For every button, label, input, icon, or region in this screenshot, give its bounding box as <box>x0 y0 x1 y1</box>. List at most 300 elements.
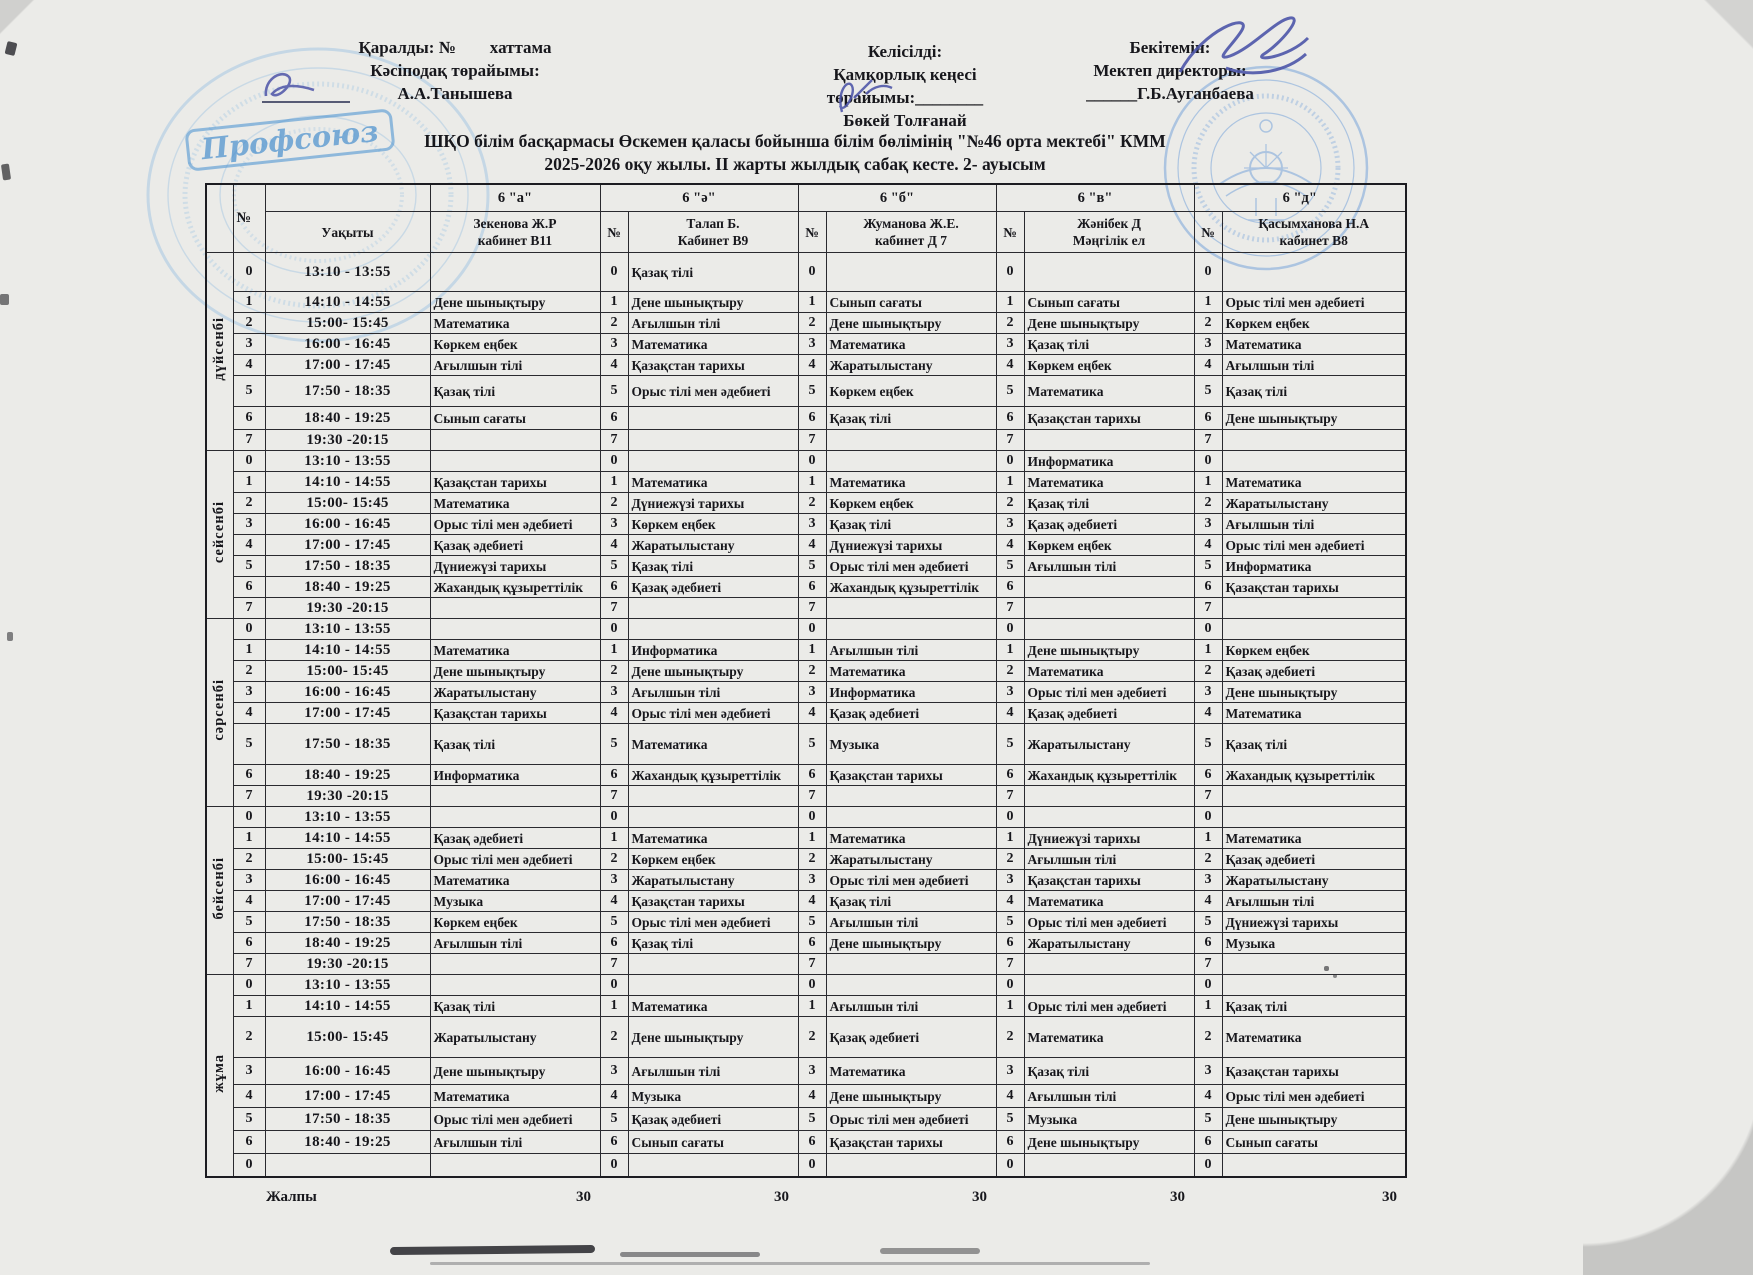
period-number: 6 <box>600 933 628 954</box>
time-cell: 16:00 - 16:45 <box>265 334 430 355</box>
subject-cell: Математика <box>1222 472 1406 493</box>
subject-cell: Қазақстан тарихы <box>628 355 798 376</box>
timetable-row <box>206 765 1406 786</box>
time-cell: 17:00 - 17:45 <box>265 355 430 376</box>
subject-cell: Жаратылыстану <box>826 849 996 870</box>
period-number: 4 <box>1194 891 1222 912</box>
subject-cell: Көркем еңбек <box>1024 355 1194 376</box>
period-number: 7 <box>233 598 265 619</box>
timetable-row <box>206 430 1406 451</box>
period-number: 5 <box>1194 1108 1222 1131</box>
period-number: 3 <box>996 682 1024 703</box>
period-number: 4 <box>798 535 826 556</box>
subject-cell: Математика <box>1024 661 1194 682</box>
subject-cell: Ағылшын тілі <box>1222 891 1406 912</box>
period-number: 3 <box>233 1058 265 1085</box>
subject-cell: Орыс тілі мен әдебиеті <box>1222 535 1406 556</box>
approved-name: ______Г.Б.Ауганбаева <box>1086 84 1254 103</box>
subject-cell: Жаратылыстану <box>1024 933 1194 954</box>
subject-cell: Дене шынықтыру <box>430 292 600 313</box>
day-label: сейсенбі <box>206 451 233 619</box>
subject-cell: Қазақстан тарихы <box>826 765 996 786</box>
period-number: 2 <box>233 661 265 682</box>
time-cell: 14:10 - 14:55 <box>265 828 430 849</box>
subject-cell <box>430 430 600 451</box>
title-line2: 2025-2026 оқу жылы. II жарты жылдық сабақ кесте. 2- ауысым <box>544 154 1046 174</box>
subject-cell <box>1222 786 1406 807</box>
subject-cell: Қазақ әдебиеті <box>826 1017 996 1058</box>
period-number: 1 <box>1194 472 1222 493</box>
subject-cell: Қазақ әдебиеті <box>430 828 600 849</box>
document-title <box>330 130 1260 176</box>
period-number: 6 <box>233 577 265 598</box>
total-value: 30 <box>576 1188 591 1205</box>
subject-cell: Математика <box>1024 1017 1194 1058</box>
period-number: 1 <box>798 828 826 849</box>
subject-cell <box>628 1154 798 1178</box>
time-cell: 17:00 - 17:45 <box>265 1085 430 1108</box>
reviewed-line1: Қаралды: № хаттама <box>358 38 552 57</box>
subject-cell: Математика <box>628 472 798 493</box>
subject-cell: Ағылшын тілі <box>628 1058 798 1085</box>
period-number-header: № <box>1194 212 1222 253</box>
period-number: 3 <box>233 682 265 703</box>
period-number: 5 <box>1194 556 1222 577</box>
timetable-row <box>206 292 1406 313</box>
period-number: 3 <box>798 1058 826 1085</box>
subject-cell: Математика <box>430 313 600 334</box>
subject-cell: Ағылшын тілі <box>628 313 798 334</box>
subject-cell: Дене шынықтыру <box>1024 640 1194 661</box>
subject-cell <box>1222 430 1406 451</box>
period-number: 1 <box>600 828 628 849</box>
class-header: 6 "б" <box>798 184 996 212</box>
timetable-row <box>206 334 1406 355</box>
subject-cell: Қазақ тілі <box>430 376 600 407</box>
subject-cell: Орыс тілі мен әдебиеті <box>1222 292 1406 313</box>
period-number: 3 <box>600 514 628 535</box>
class-header: 6 "д" <box>1194 184 1406 212</box>
subject-cell: Математика <box>430 493 600 514</box>
timetable-row <box>206 355 1406 376</box>
period-number: 6 <box>798 765 826 786</box>
timetable-row <box>206 253 1406 292</box>
subject-cell <box>628 598 798 619</box>
subject-cell: Жаратылыстану <box>1222 870 1406 891</box>
time-cell: 17:50 - 18:35 <box>265 912 430 933</box>
period-number: 5 <box>798 1108 826 1131</box>
period-number: 0 <box>1194 807 1222 828</box>
period-number: 1 <box>798 472 826 493</box>
subject-cell: Орыс тілі мен әдебиеті <box>1024 682 1194 703</box>
period-number: 1 <box>1194 640 1222 661</box>
subject-cell: Математика <box>1222 1017 1406 1058</box>
period-number: 4 <box>600 891 628 912</box>
period-number: 5 <box>233 724 265 765</box>
subject-cell: Ағылшын тілі <box>1024 1085 1194 1108</box>
time-cell: 17:50 - 18:35 <box>265 1108 430 1131</box>
period-number: 4 <box>600 355 628 376</box>
subject-cell: Қазақстан тарихы <box>826 1131 996 1154</box>
timetable-row <box>206 807 1406 828</box>
subject-cell: Сынып сағаты <box>628 1131 798 1154</box>
period-number: 5 <box>600 556 628 577</box>
subject-cell: Көркем еңбек <box>826 493 996 514</box>
period-number: 0 <box>600 619 628 640</box>
period-number: 2 <box>1194 493 1222 514</box>
period-number: 0 <box>1194 253 1222 292</box>
time-cell: 18:40 - 19:25 <box>265 577 430 598</box>
period-number: 6 <box>798 1131 826 1154</box>
period-number: 0 <box>996 619 1024 640</box>
period-number: 1 <box>600 292 628 313</box>
period-number: 0 <box>600 807 628 828</box>
subject-cell <box>628 430 798 451</box>
period-number: 3 <box>1194 870 1222 891</box>
subject-cell: Орыс тілі мен әдебиеті <box>430 849 600 870</box>
subject-cell: Математика <box>430 870 600 891</box>
period-number: 1 <box>798 640 826 661</box>
period-number: 4 <box>798 355 826 376</box>
period-number: 4 <box>798 891 826 912</box>
period-number: 2 <box>233 313 265 334</box>
subject-cell: Көркем еңбек <box>1024 535 1194 556</box>
subject-cell: Қазақ тілі <box>1024 493 1194 514</box>
time-cell: 14:10 - 14:55 <box>265 996 430 1017</box>
scan-corner-bottom-right <box>1583 1065 1753 1275</box>
timetable-row <box>206 954 1406 975</box>
period-number: 3 <box>233 334 265 355</box>
class-header: 6 "а" <box>430 184 600 212</box>
subject-cell <box>826 1154 996 1178</box>
period-number: 1 <box>996 472 1024 493</box>
subject-cell <box>430 451 600 472</box>
period-number: 3 <box>996 514 1024 535</box>
time-cell: 18:40 - 19:25 <box>265 933 430 954</box>
subject-cell: Математика <box>628 828 798 849</box>
period-number: 4 <box>600 1085 628 1108</box>
period-number: 0 <box>996 807 1024 828</box>
period-number: 2 <box>600 849 628 870</box>
timetable-row <box>206 1058 1406 1085</box>
scan-speck <box>5 41 18 56</box>
period-number: 7 <box>798 430 826 451</box>
timetable-row <box>206 682 1406 703</box>
timetable-row <box>206 451 1406 472</box>
period-number: 5 <box>996 556 1024 577</box>
timetable-row <box>206 849 1406 870</box>
period-number: 4 <box>1194 355 1222 376</box>
period-number: 0 <box>996 253 1024 292</box>
timetable-row <box>206 535 1406 556</box>
subject-cell: Математика <box>826 828 996 849</box>
period-number: 2 <box>996 313 1024 334</box>
scan-speck <box>7 632 13 641</box>
scan-smudge <box>430 1262 1150 1265</box>
subject-cell: Дүниежүзі тарихы <box>1222 912 1406 933</box>
period-number-header: № <box>798 212 826 253</box>
subject-cell: Музыка <box>628 1085 798 1108</box>
time-cell: 15:00- 15:45 <box>265 313 430 334</box>
subject-cell: Көркем еңбек <box>1222 640 1406 661</box>
period-number: 6 <box>233 933 265 954</box>
subject-cell: Ағылшын тілі <box>826 912 996 933</box>
period-number: 4 <box>233 535 265 556</box>
subject-cell: Математика <box>628 334 798 355</box>
subject-cell <box>826 253 996 292</box>
period-number: 5 <box>996 724 1024 765</box>
time-cell: 18:40 - 19:25 <box>265 765 430 786</box>
subject-cell <box>1024 619 1194 640</box>
period-number: 2 <box>798 661 826 682</box>
subject-cell: Қазақстан тарихы <box>430 472 600 493</box>
period-number: 5 <box>600 724 628 765</box>
period-number: 6 <box>1194 933 1222 954</box>
time-cell: 17:50 - 18:35 <box>265 556 430 577</box>
time-cell: 16:00 - 16:45 <box>265 514 430 535</box>
period-number: 7 <box>996 954 1024 975</box>
period-number: 5 <box>233 556 265 577</box>
period-number: 4 <box>1194 703 1222 724</box>
timetable-row <box>206 619 1406 640</box>
class-header: 6 "ә" <box>600 184 798 212</box>
subject-cell <box>1222 975 1406 996</box>
teacher-header: Жәнібек Д Мәңгілік ел <box>1024 212 1194 253</box>
subject-cell <box>628 807 798 828</box>
subject-cell: Информатика <box>1222 556 1406 577</box>
subject-cell: Қазақ әдебиеті <box>1222 849 1406 870</box>
period-number: 7 <box>996 598 1024 619</box>
timetable-row <box>206 1108 1406 1131</box>
time-cell: 18:40 - 19:25 <box>265 1131 430 1154</box>
timetable-row <box>206 598 1406 619</box>
period-number: 5 <box>1194 724 1222 765</box>
period-number: 1 <box>1194 828 1222 849</box>
subject-cell: Математика <box>826 334 996 355</box>
subject-cell: Дене шынықтыру <box>430 661 600 682</box>
period-number: 5 <box>233 912 265 933</box>
time-cell: 17:50 - 18:35 <box>265 376 430 407</box>
timetable <box>205 183 1407 1212</box>
time-column-spacer <box>265 184 430 212</box>
timetable-row <box>206 996 1406 1017</box>
period-number: 7 <box>798 786 826 807</box>
subject-cell: Орыс тілі мен әдебиеті <box>1222 1085 1406 1108</box>
period-number: 4 <box>600 535 628 556</box>
subject-cell: Дене шынықтыру <box>826 313 996 334</box>
period-number: 5 <box>798 376 826 407</box>
teacher-header: Талап Б. Кабинет В9 <box>628 212 798 253</box>
subject-cell: Ағылшын тілі <box>430 933 600 954</box>
agreed-name: Бөкей Толғанай <box>843 111 967 130</box>
subject-cell: Қазақ тілі <box>1024 1058 1194 1085</box>
period-number: 3 <box>1194 334 1222 355</box>
period-number: 5 <box>798 912 826 933</box>
teacher-header: Қасымханова Н.А кабинет В8 <box>1222 212 1406 253</box>
period-number: 6 <box>600 1131 628 1154</box>
period-number: 3 <box>996 870 1024 891</box>
timetable-row <box>206 1085 1406 1108</box>
scan-smudge <box>880 1248 980 1254</box>
period-number: 2 <box>600 661 628 682</box>
subject-cell: Көркем еңбек <box>826 376 996 407</box>
timetable-row <box>206 724 1406 765</box>
subject-cell: Информатика <box>1024 451 1194 472</box>
subject-cell: Математика <box>628 996 798 1017</box>
period-number: 3 <box>600 334 628 355</box>
period-number: 0 <box>600 253 628 292</box>
period-number: 7 <box>233 954 265 975</box>
period-number: 1 <box>233 996 265 1017</box>
subject-cell: Дене шынықтыру <box>628 292 798 313</box>
subject-cell: Музыка <box>1024 1108 1194 1131</box>
period-number: 2 <box>600 1017 628 1058</box>
subject-cell <box>1222 598 1406 619</box>
period-number: 2 <box>996 849 1024 870</box>
subject-cell: Дене шынықтыру <box>826 933 996 954</box>
period-number: 4 <box>1194 535 1222 556</box>
period-number: 0 <box>798 1154 826 1178</box>
agreed-line1: Келісілді: <box>867 42 943 61</box>
timetable-row <box>206 376 1406 407</box>
subject-cell: Ағылшын тілі <box>1024 556 1194 577</box>
period-number: 6 <box>996 407 1024 430</box>
period-number: 1 <box>600 640 628 661</box>
subject-cell: Қазақ тілі <box>628 253 798 292</box>
period-number: 2 <box>798 849 826 870</box>
scan-speck <box>1 164 11 181</box>
period-number: 1 <box>798 292 826 313</box>
period-number: 0 <box>233 975 265 996</box>
timetable-row <box>206 933 1406 954</box>
period-number: 4 <box>233 703 265 724</box>
subject-cell <box>1024 253 1194 292</box>
timetable-row <box>206 1154 1406 1178</box>
subject-cell <box>826 451 996 472</box>
scan-smudge <box>620 1252 760 1257</box>
period-number: 0 <box>233 807 265 828</box>
period-number: 2 <box>996 493 1024 514</box>
subject-cell: Жаратылыстану <box>826 355 996 376</box>
period-number: 0 <box>1194 975 1222 996</box>
timetable-row <box>206 1131 1406 1154</box>
subject-cell: Қазақ тілі <box>1222 724 1406 765</box>
subject-cell <box>1024 786 1194 807</box>
signature-reviewed <box>258 66 378 112</box>
subject-cell: Орыс тілі мен әдебиеті <box>430 514 600 535</box>
reviewed-name: А.А.Танышева <box>397 84 513 103</box>
period-number: 7 <box>600 954 628 975</box>
subject-cell <box>628 975 798 996</box>
period-number: 7 <box>996 430 1024 451</box>
time-cell: 13:10 - 13:55 <box>265 619 430 640</box>
subject-cell <box>826 975 996 996</box>
period-number: 1 <box>1194 292 1222 313</box>
subject-cell: Дүниежүзі тарихы <box>628 493 798 514</box>
period-number: 7 <box>600 786 628 807</box>
timetable-row <box>206 556 1406 577</box>
subject-cell: Қазақ тілі <box>430 724 600 765</box>
period-number: 6 <box>996 765 1024 786</box>
period-number: 0 <box>233 253 265 292</box>
subject-cell <box>1024 430 1194 451</box>
period-number: 0 <box>233 451 265 472</box>
period-number: 6 <box>600 765 628 786</box>
subject-cell: Орыс тілі мен әдебиеті <box>826 1108 996 1131</box>
subject-cell: Математика <box>1024 891 1194 912</box>
period-number: 7 <box>798 954 826 975</box>
subject-cell: Математика <box>1024 472 1194 493</box>
subject-cell <box>628 451 798 472</box>
period-number: 6 <box>1194 765 1222 786</box>
union-stamp-label: Профсоюз <box>184 108 395 171</box>
scan-speck <box>0 294 9 305</box>
period-number: 1 <box>233 292 265 313</box>
period-number: 5 <box>1194 376 1222 407</box>
subject-cell: Математика <box>1222 828 1406 849</box>
period-number: 6 <box>1194 1131 1222 1154</box>
period-number: 0 <box>996 1154 1024 1178</box>
period-number: 4 <box>996 535 1024 556</box>
period-number: 7 <box>1194 598 1222 619</box>
timetable-row <box>206 407 1406 430</box>
subject-cell: Қазақстан тарихы <box>628 891 798 912</box>
period-number: 4 <box>1194 1085 1222 1108</box>
subject-cell: Көркем еңбек <box>1222 313 1406 334</box>
subject-cell: Математика <box>430 1085 600 1108</box>
subject-cell <box>430 807 600 828</box>
subject-cell <box>1024 975 1194 996</box>
teacher-header: Зекенова Ж.Р кабинет В11 <box>430 212 600 253</box>
time-cell: 19:30 -20:15 <box>265 598 430 619</box>
period-number: 5 <box>798 556 826 577</box>
subject-cell: Жаратылыстану <box>430 1017 600 1058</box>
period-number: 1 <box>996 996 1024 1017</box>
approved-line1: Бекітемін: <box>1129 38 1211 57</box>
timetable-row <box>206 828 1406 849</box>
totals-row <box>205 1182 1405 1212</box>
subject-cell: Қазақстан тарихы <box>1024 870 1194 891</box>
agreed-line2: Қамқорлық кеңесі <box>833 65 977 84</box>
subject-cell: Жахандық құзыреттілік <box>826 577 996 598</box>
period-number: 6 <box>1194 577 1222 598</box>
time-cell: 13:10 - 13:55 <box>265 253 430 292</box>
subject-cell: Математика <box>628 724 798 765</box>
subject-cell: Қазақ әдебиеті <box>1024 514 1194 535</box>
timetable-row <box>206 577 1406 598</box>
period-number: 6 <box>996 577 1024 598</box>
time-cell: 15:00- 15:45 <box>265 1017 430 1058</box>
subject-cell: Қазақ тілі <box>826 514 996 535</box>
subject-cell: Қазақстан тарихы <box>1222 1058 1406 1085</box>
period-number: 0 <box>798 975 826 996</box>
agreed-line3: төрайымы:________ <box>826 88 984 107</box>
subject-cell: Қазақ әдебиеті <box>1222 661 1406 682</box>
subject-cell <box>826 954 996 975</box>
subject-cell <box>1222 807 1406 828</box>
subject-cell: Информатика <box>628 640 798 661</box>
time-cell: 14:10 - 14:55 <box>265 472 430 493</box>
subject-cell <box>826 619 996 640</box>
period-number: 7 <box>600 430 628 451</box>
subject-cell: Дүниежүзі тарихы <box>826 535 996 556</box>
subject-cell: Орыс тілі мен әдебиеті <box>1024 912 1194 933</box>
time-cell <box>265 1154 430 1178</box>
period-number: 3 <box>233 870 265 891</box>
period-number: 0 <box>233 619 265 640</box>
period-number: 7 <box>600 598 628 619</box>
time-cell: 13:10 - 13:55 <box>265 451 430 472</box>
